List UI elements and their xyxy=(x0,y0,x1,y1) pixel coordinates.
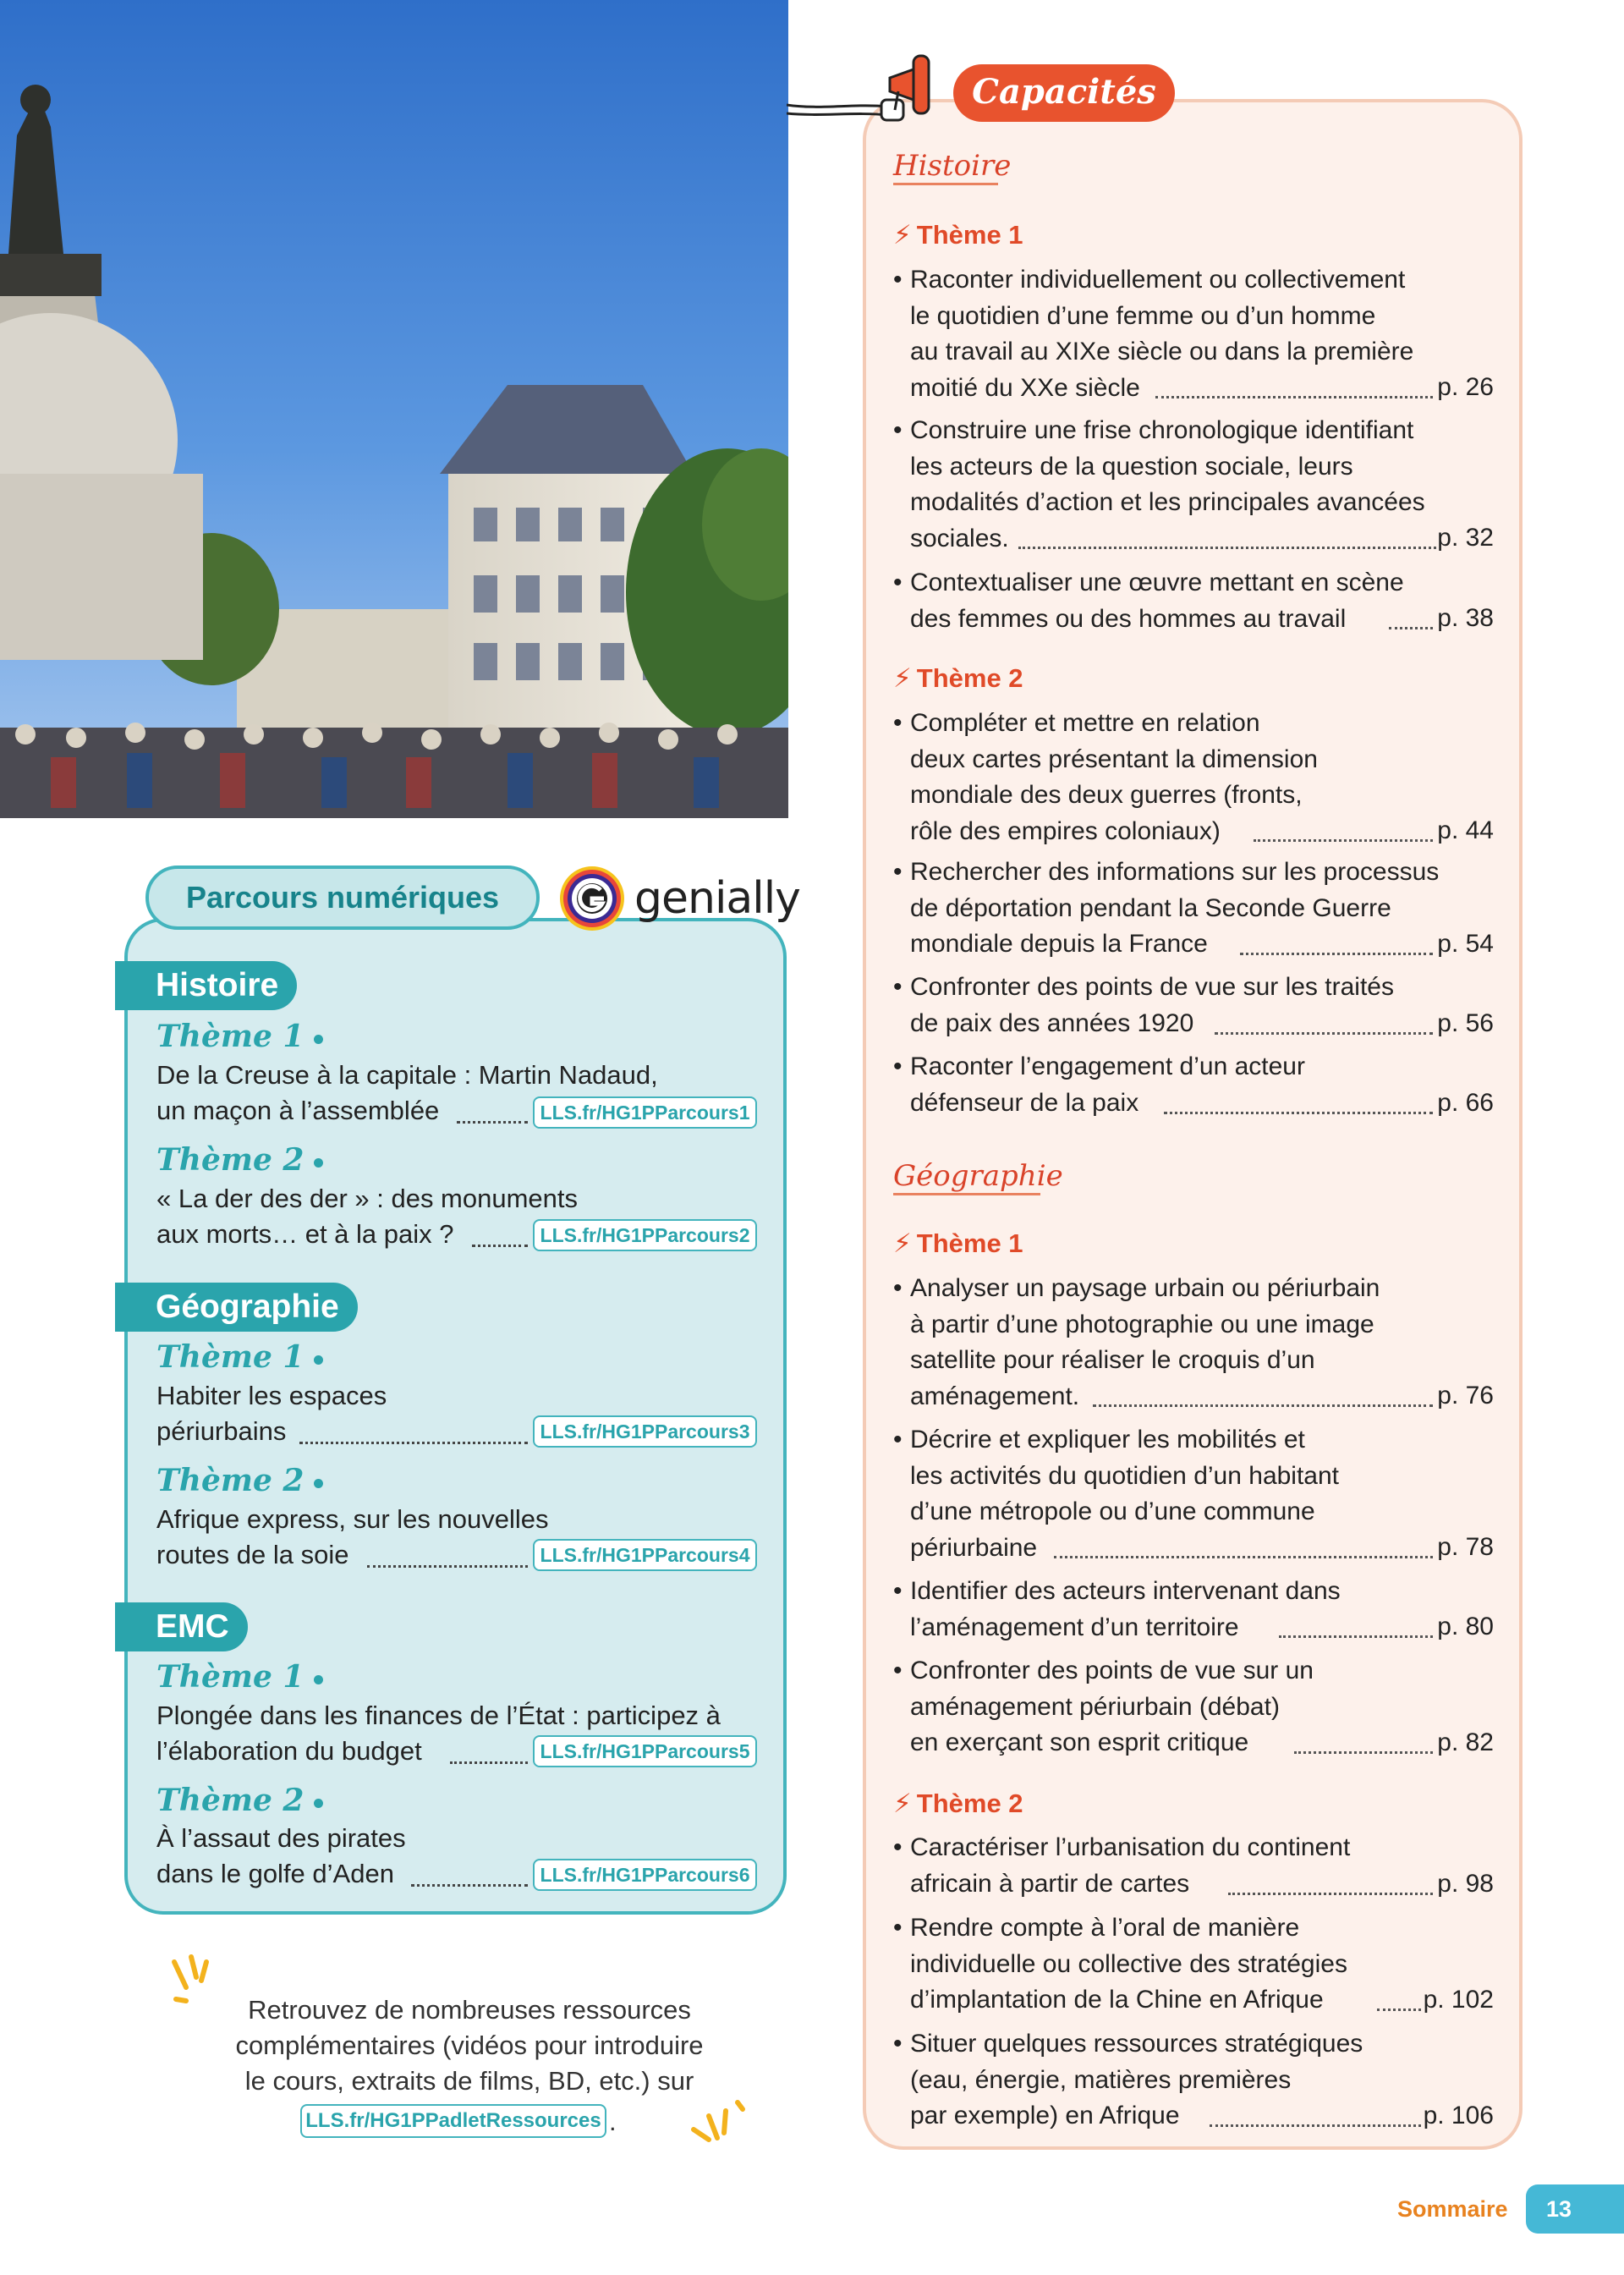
histoire-theme1-line1: De la Creuse à la capitale : Martin Nadaud, xyxy=(156,1060,658,1090)
bolt-icon: ⚡ xyxy=(893,1789,912,1818)
histoire-theme1-line2: un maçon à l’assemblée xyxy=(156,1096,440,1125)
leader-dots xyxy=(1228,1893,1433,1895)
section-geographie: Géographie xyxy=(115,1283,358,1332)
histoire-theme2-line1: « La der des der » : des monuments xyxy=(156,1184,579,1213)
geo-theme2-head: Thème 2 xyxy=(156,1462,323,1499)
emc-theme2-line1: À l’assaut des pirates xyxy=(156,1823,406,1853)
resources-note xyxy=(169,1992,770,2099)
geo-theme2-line2: routes de la soie xyxy=(156,1540,349,1569)
cap-page-ref: p. 44 xyxy=(1437,816,1494,844)
geo-theme1-head: Thème 1 xyxy=(156,1338,323,1376)
leader-dots xyxy=(1155,396,1433,398)
parcours-link-3[interactable]: LLS.fr/HG1PParcours3 xyxy=(533,1415,757,1448)
footer-sommaire-link[interactable]: Sommaire xyxy=(1397,2196,1508,2222)
cap-geographie-label: Géographie xyxy=(893,1159,1063,1193)
leader-dots xyxy=(1093,1404,1433,1407)
note-line-3: le cours, extraits de films, BD, etc.) sur xyxy=(244,2066,694,2096)
geo-theme1-line2: périurbains xyxy=(156,1416,287,1446)
parcours-title: Parcours numériques xyxy=(145,865,540,930)
leader-dots xyxy=(1018,547,1436,549)
cap-item: • Confronter des points de vue sur un aménagement périurbain (débat) en exerçant son esprit critique xyxy=(893,1657,1314,1756)
cover-photo xyxy=(0,0,788,818)
cap-geo-theme2: ⚡ Thème 2 xyxy=(893,1786,1023,1822)
leader-dots xyxy=(1164,1112,1433,1114)
genially-brand[interactable] xyxy=(558,863,800,934)
note-line-2: complémentaires (vidéos pour introduire xyxy=(235,2030,704,2060)
geo-theme1-line1: Habiter les espaces xyxy=(156,1381,387,1410)
leader-dots xyxy=(1240,953,1433,955)
cap-item: • Identifier des acteurs intervenant dans l’aménagement d’un territoire xyxy=(893,1577,1341,1641)
leader-dots xyxy=(1279,1635,1433,1638)
cap-histoire-theme2: ⚡ Thème 2 xyxy=(893,661,1023,696)
genially-label: genially xyxy=(634,873,800,924)
cap-page-ref: p. 66 xyxy=(1437,1089,1494,1117)
cap-page-ref: p. 80 xyxy=(1437,1613,1494,1640)
cap-histoire-theme1: ⚡ Thème 1 xyxy=(893,217,1023,253)
cap-page-ref: p. 56 xyxy=(1437,1009,1494,1037)
histoire-theme2-head: Thème 2 xyxy=(156,1141,323,1179)
parcours-link-5[interactable]: LLS.fr/HG1PParcours5 xyxy=(533,1735,757,1767)
cap-geo-theme1: ⚡ Thème 1 xyxy=(893,1226,1023,1261)
leader-dots xyxy=(1377,2008,1421,2011)
emc-theme1-line2: l’élaboration du budget xyxy=(156,1736,422,1766)
leader-dots xyxy=(411,1884,528,1887)
genially-logo-icon xyxy=(558,865,626,932)
cap-item: • Raconter l’engagement d’un acteur défenseur de la paix xyxy=(893,1052,1305,1117)
cap-item: • Raconter individuellement ou collectivement le quotidien d’une femme ou d’un homme au travail au XIXe siècle ou dans la première moitié du XXe siècle xyxy=(893,266,1414,402)
section-histoire: Histoire xyxy=(115,961,297,1010)
leader-dots xyxy=(299,1442,528,1444)
cap-page-ref: p. 82 xyxy=(1437,1728,1494,1756)
bolt-icon: ⚡ xyxy=(893,1228,912,1258)
cap-item: • Situer quelques ressources stratégiques (eau, énergie, matières premières par exemple) en Afrique xyxy=(893,2030,1363,2129)
note-line-1: Retrouvez de nombreuses ressources xyxy=(248,1995,691,2025)
cap-item: • Contextualiser une œuvre mettant en scène des femmes ou des hommes au travail xyxy=(893,569,1404,633)
bolt-icon: ⚡ xyxy=(893,220,912,250)
cap-item: • Construire une frise chronologique identifiant les acteurs de la question sociale, leurs modalités d’action et les principales avancées sociales. xyxy=(893,416,1425,552)
cap-page-ref: p. 32 xyxy=(1437,524,1494,552)
cap-page-ref: p. 76 xyxy=(1437,1382,1494,1410)
cap-item: • Rendre compte à l’oral de manière individuelle ou collective des stratégies d’implantation de la Chine en Afrique xyxy=(893,1914,1347,2014)
leader-dots xyxy=(1294,1751,1433,1754)
histoire-theme2-line2: aux morts… et à la paix ? xyxy=(156,1219,454,1249)
note-period: . xyxy=(609,2107,617,2136)
megaphone-icon xyxy=(787,44,956,129)
leader-dots xyxy=(1215,1032,1433,1035)
parcours-link-1[interactable]: LLS.fr/HG1PParcours1 xyxy=(533,1096,757,1129)
cap-item: • Décrire et expliquer les mobilités et les activités du quotidien d’un habitant d’une métropole ou d’une commune périurbaine xyxy=(893,1426,1340,1562)
cap-page-ref: p. 54 xyxy=(1437,930,1494,958)
histoire-theme1-head: Thème 1 xyxy=(156,1018,323,1055)
leader-dots xyxy=(367,1565,528,1568)
parcours-link-2[interactable]: LLS.fr/HG1PParcours2 xyxy=(533,1219,757,1251)
emc-theme2-line2: dans le golfe d’Aden xyxy=(156,1859,394,1888)
parcours-link-6[interactable]: LLS.fr/HG1PParcours6 xyxy=(533,1859,757,1891)
underline xyxy=(893,183,998,185)
cap-item: • Compléter et mettre en relation deux cartes présentant la dimension mondiale des deux guerres (fronts, rôle des empires coloniaux) xyxy=(893,709,1318,845)
section-emc: EMC xyxy=(115,1602,248,1651)
cap-page-ref: p. 106 xyxy=(1423,2102,1494,2129)
bolt-icon: ⚡ xyxy=(893,663,912,693)
leader-dots xyxy=(457,1121,528,1124)
underline xyxy=(893,1193,1040,1195)
cap-page-ref: p. 38 xyxy=(1437,604,1494,632)
leader-dots xyxy=(472,1245,528,1247)
geo-theme2-line1: Afrique express, sur les nouvelles xyxy=(156,1504,549,1534)
cap-page-ref: p. 98 xyxy=(1437,1870,1494,1898)
leader-dots xyxy=(1254,839,1433,842)
cap-page-ref: p. 102 xyxy=(1423,1986,1494,2014)
capacites-title: Capacités xyxy=(953,64,1175,122)
leader-dots xyxy=(1054,1556,1433,1558)
cap-item: • Rechercher des informations sur les processus de déportation pendant la Seconde Guerre mondiale depuis la France xyxy=(893,858,1440,958)
cap-histoire-label: Histoire xyxy=(893,149,1012,183)
emc-theme1-line1: Plongée dans les finances de l’État : participez à xyxy=(156,1701,721,1730)
emc-theme1-head: Thème 1 xyxy=(156,1658,323,1695)
leader-dots xyxy=(1210,2124,1421,2127)
emc-theme2-head: Thème 2 xyxy=(156,1782,323,1819)
cap-item: • Analyser un paysage urbain ou périurbain à partir d’une photographie ou une image satellite pour réaliser le croquis d’un aménagement. xyxy=(893,1274,1380,1410)
cap-page-ref: p. 26 xyxy=(1437,373,1494,401)
padlet-resources-link[interactable]: LLS.fr/HG1PPadletRessources xyxy=(300,2104,606,2138)
cap-item: • Caractériser l’urbanisation du continent africain à partir de cartes xyxy=(893,1833,1351,1898)
sparkle-icon xyxy=(683,2085,751,2153)
cap-item: • Confronter des points de vue sur les traités de paix des années 1920 xyxy=(893,973,1394,1037)
page-number: 13 xyxy=(1526,2184,1624,2234)
leader-dots xyxy=(450,1761,528,1764)
parcours-link-4[interactable]: LLS.fr/HG1PParcours4 xyxy=(533,1539,757,1571)
cap-page-ref: p. 78 xyxy=(1437,1533,1494,1561)
leader-dots xyxy=(1389,627,1433,629)
